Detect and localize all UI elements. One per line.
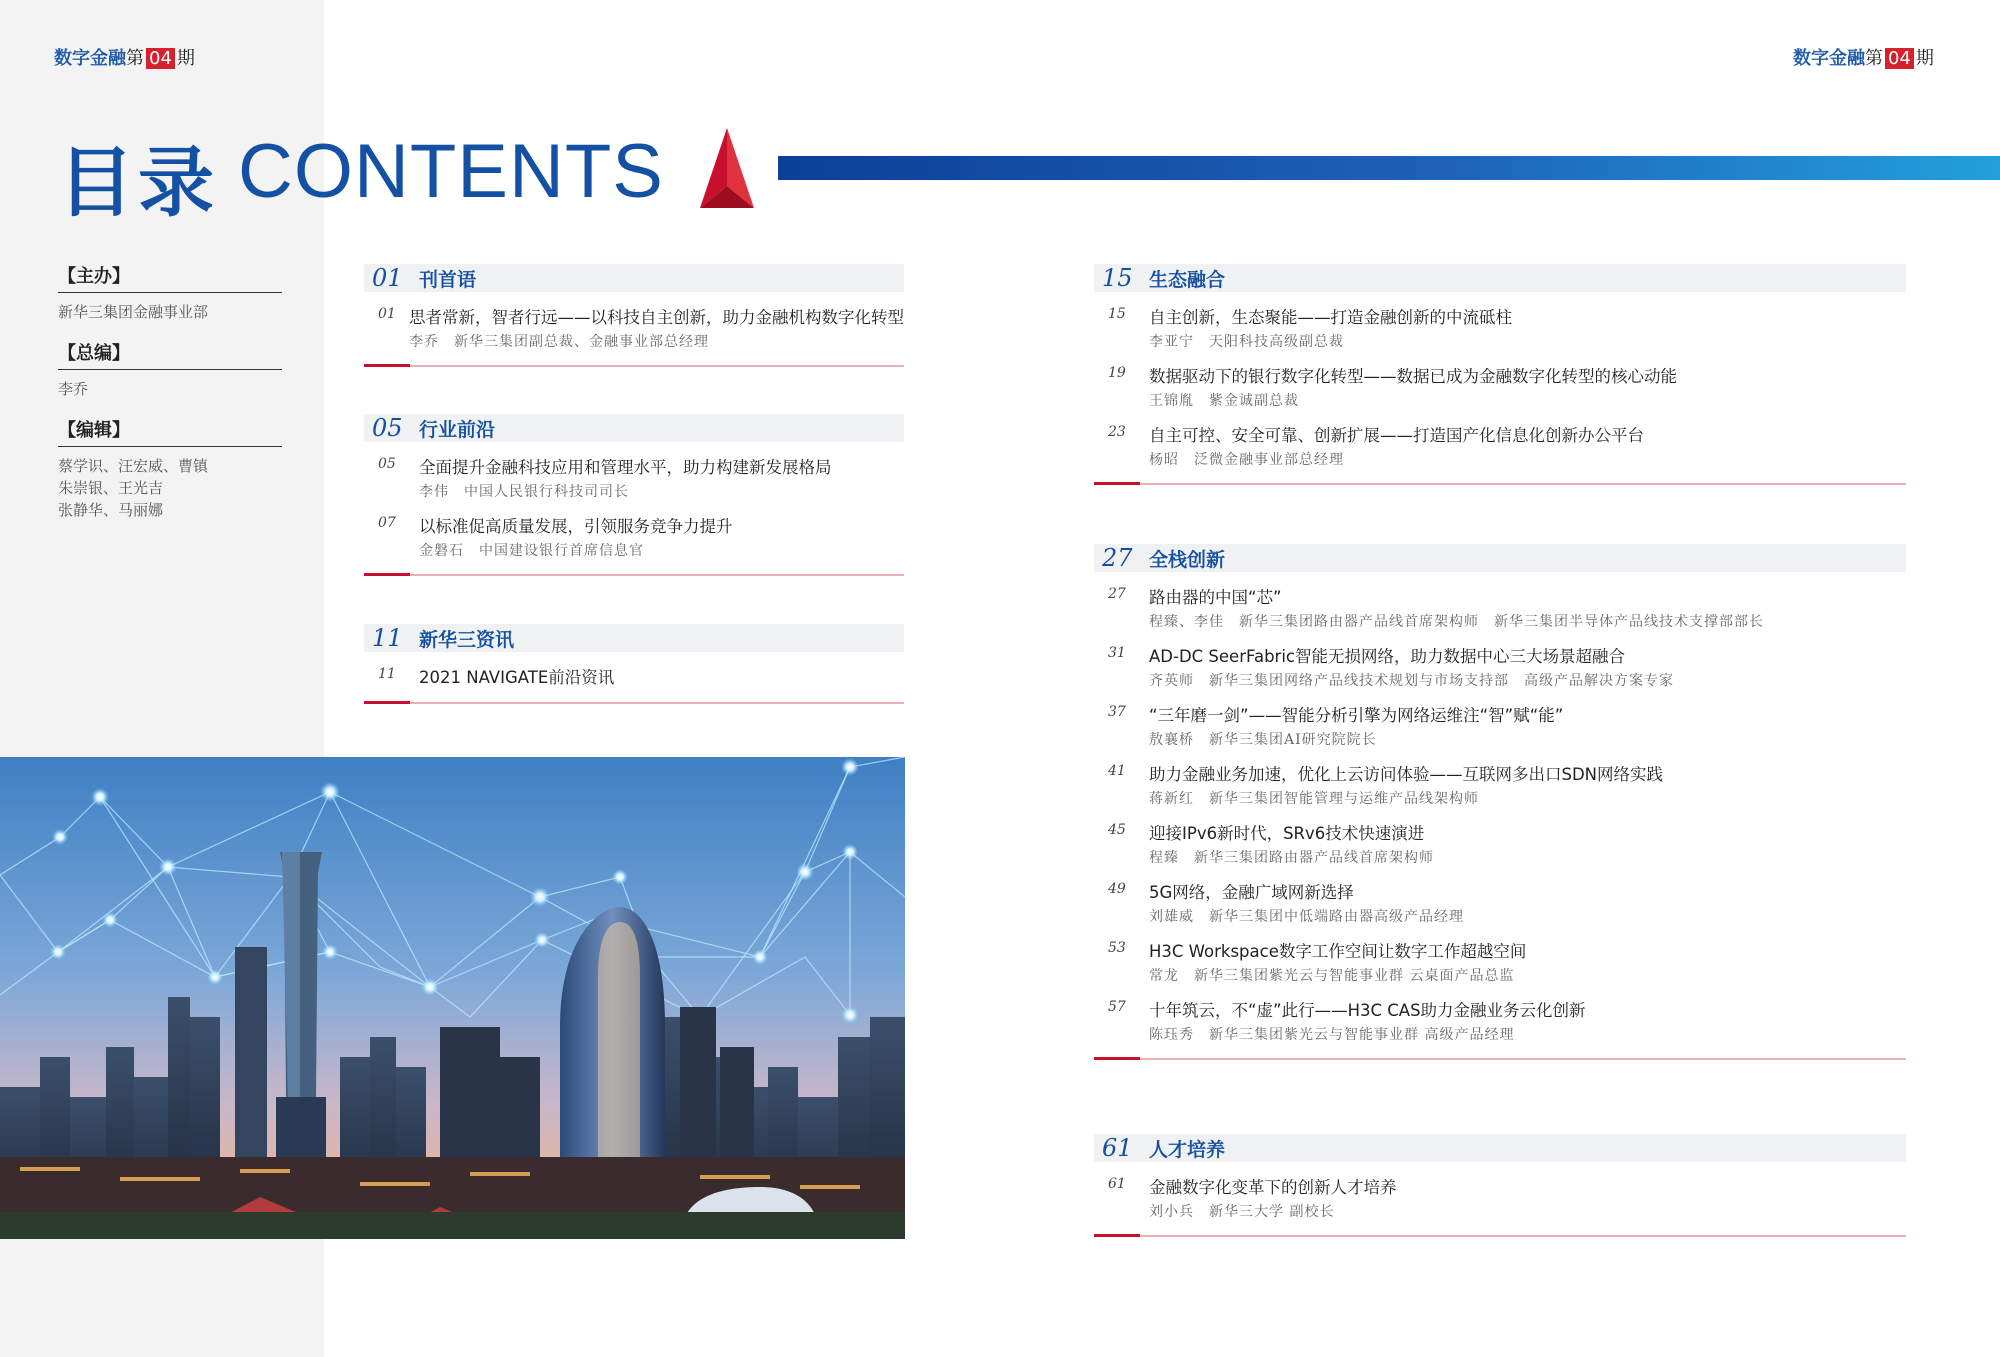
toc-section-27 — [1094, 544, 1906, 1060]
entry-author: 王锦胤 紫金诚副总裁 — [1149, 393, 1299, 409]
entry-page-number: 31 — [1108, 645, 1126, 661]
section-title: 人才培养 — [1149, 1138, 1226, 1161]
entry-author: 李亚宁 天阳科技高级副总裁 — [1149, 334, 1344, 350]
entry-author: 杨昭 泛微金融事业部总经理 — [1149, 452, 1344, 468]
section-header — [1094, 264, 1906, 292]
entry-author: 程臻 新华三集团路由器产品线首席架构师 — [1149, 850, 1434, 866]
entry-page-number: 19 — [1108, 365, 1126, 381]
entry-page-number: 49 — [1108, 881, 1126, 897]
section-title: 新华三资讯 — [419, 628, 515, 651]
toc-entry[interactable] — [364, 513, 904, 560]
entry-author: 陈珏秀 新华三集团紫光云与智能事业群 高级产品经理 — [1149, 1027, 1515, 1043]
entry-author: 金磐石 中国建设银行首席信息官 — [419, 543, 644, 559]
entry-title: 思者常新，智者行远——以科技自主创新，助力金融机构数字化转型 — [409, 308, 904, 327]
toc-entry[interactable] — [1094, 643, 1906, 690]
section-title: 全栈创新 — [1149, 548, 1226, 571]
toc-entry[interactable] — [1094, 584, 1906, 631]
issue-brand: 数字金融 — [54, 48, 126, 69]
toc-entry[interactable] — [1094, 879, 1906, 926]
entry-page-number: 37 — [1108, 704, 1126, 720]
issue-di: 第 — [126, 48, 144, 69]
entry-title: 5G网络，金融广域网新选择 — [1149, 883, 1354, 902]
section-header — [364, 414, 904, 442]
section-number: 27 — [1102, 544, 1133, 572]
entry-author: 刘雄威 新华三集团中低端路由器高级产品经理 — [1149, 909, 1464, 925]
entry-page-number: 23 — [1108, 424, 1126, 440]
issue-number: 04 — [146, 48, 175, 69]
entry-page-number: 41 — [1108, 763, 1126, 779]
entry-title: 助力金融业务加速，优化上云访问体验——互联网多出口SDN网络实践 — [1149, 765, 1664, 784]
toc-section-01 — [364, 264, 904, 367]
issue-number: 04 — [1885, 48, 1914, 69]
entry-title: 迎接IPv6新时代，SRv6技术快速演进 — [1149, 824, 1425, 843]
issue-di: 第 — [1865, 48, 1883, 69]
section-divider — [364, 574, 904, 576]
entry-title: 路由器的中国“芯” — [1149, 588, 1282, 607]
toc-entry[interactable] — [1094, 422, 1906, 469]
section-divider — [1094, 483, 1906, 485]
entry-title: 自主创新，生态聚能——打造金融创新的中流砥柱 — [1149, 308, 1512, 327]
section-header — [1094, 1134, 1906, 1162]
toc-entry[interactable] — [1094, 997, 1906, 1044]
toc-entry[interactable] — [1094, 304, 1906, 351]
entry-page-number: 27 — [1108, 586, 1126, 602]
section-divider — [1094, 1235, 1906, 1237]
entry-page-number: 05 — [378, 456, 396, 472]
section-divider — [364, 702, 904, 704]
entry-title: “三年磨一剑”——智能分析引擎为网络运维注“智”赋“能” — [1149, 706, 1564, 725]
masthead-heading-editors: 【编辑】 — [58, 416, 282, 447]
toc-entry[interactable] — [1094, 702, 1906, 749]
entry-title: 金融数字化变革下的创新人才培养 — [1149, 1178, 1397, 1197]
toc-entry[interactable] — [1094, 761, 1906, 808]
city-skyline-photo — [0, 757, 905, 1239]
entry-title: 自主可控、安全可靠、创新扩展——打造国产化信息化创新办公平台 — [1149, 426, 1644, 445]
entry-page-number: 15 — [1108, 306, 1126, 322]
section-title: 行业前沿 — [419, 418, 496, 441]
entry-title: 2021 NAVIGATE前沿资讯 — [419, 668, 615, 687]
title-gradient-bar — [778, 156, 2000, 180]
section-header — [364, 264, 904, 292]
entry-author: 程臻、李佳 新华三集团路由器产品线首席架构师 新华三集团半导体产品线技术支撑部部长 — [1149, 614, 1764, 630]
entry-title: AD-DC SeerFabric智能无损网络，助力数据中心三大场景超融合 — [1149, 647, 1625, 666]
section-number: 15 — [1102, 264, 1133, 292]
entry-page-number: 45 — [1108, 822, 1126, 838]
entry-author: 常龙 新华三集团紫光云与智能事业群 云桌面产品总监 — [1149, 968, 1515, 984]
section-header — [364, 624, 904, 652]
entry-page-number: 61 — [1108, 1176, 1126, 1192]
entry-page-number: 01 — [378, 306, 396, 322]
issue-brand: 数字金融 — [1793, 48, 1865, 69]
entry-author: 李伟 中国人民银行科技司司长 — [419, 484, 629, 500]
masthead-text-sponsor: 新华三集团金融事业部 — [58, 303, 209, 321]
toc-entry[interactable] — [364, 664, 904, 688]
entry-page-number: 11 — [378, 666, 396, 682]
masthead — [58, 262, 282, 537]
entry-author: 齐英师 新华三集团网络产品线技术规划与市场支持部 高级产品解决方案专家 — [1149, 673, 1674, 689]
section-title: 生态融合 — [1149, 268, 1226, 291]
skyline-illustration-icon — [0, 757, 905, 1239]
title-english: CONTENTS — [238, 129, 664, 214]
entry-author: 刘小兵 新华三大学 副校长 — [1149, 1204, 1335, 1220]
issue-qi: 期 — [176, 48, 195, 69]
issue-mark-left — [54, 44, 195, 70]
masthead-heading-chief-editor: 【总编】 — [58, 339, 282, 370]
arrow-logo-icon — [700, 128, 754, 208]
masthead-text-chief-editor: 李乔 — [58, 380, 89, 398]
masthead-heading-sponsor: 【主办】 — [58, 262, 282, 293]
entry-title: 十年筑云，不“虚”此行——H3C CAS助力金融业务云化创新 — [1149, 1001, 1586, 1020]
toc-entry[interactable] — [1094, 1174, 1906, 1221]
entry-page-number: 57 — [1108, 999, 1126, 1015]
toc-section-15 — [1094, 264, 1906, 485]
entry-title: 以标准促高质量发展，引领服务竞争力提升 — [419, 517, 733, 536]
entry-title: 全面提升金融科技应用和管理水平，助力构建新发展格局 — [419, 458, 832, 477]
section-divider — [364, 365, 904, 367]
toc-entry[interactable] — [1094, 938, 1906, 985]
issue-qi: 期 — [1915, 48, 1934, 69]
toc-entry[interactable] — [364, 454, 904, 501]
title-chinese: 目录 — [58, 138, 218, 227]
section-title: 刊首语 — [419, 268, 477, 291]
entry-page-number: 07 — [378, 515, 396, 531]
toc-section-61 — [1094, 1134, 1906, 1237]
toc-entry[interactable] — [364, 304, 904, 351]
section-divider — [1094, 1058, 1906, 1060]
entry-title: 数据驱动下的银行数字化转型——数据已成为金融数字化转型的核心动能 — [1149, 367, 1677, 386]
section-number: 01 — [372, 264, 403, 292]
toc-entry[interactable] — [1094, 363, 1906, 410]
toc-entry[interactable] — [1094, 820, 1906, 867]
toc-section-11 — [364, 624, 904, 704]
entry-author: 李乔 新华三集团副总裁、金融事业部总经理 — [409, 334, 709, 350]
entry-title: H3C Workspace数字工作空间让数字工作超越空间 — [1149, 942, 1527, 961]
entry-author: 敖襄桥 新华三集团AI研究院院长 — [1149, 732, 1377, 748]
section-number: 61 — [1102, 1134, 1133, 1162]
section-number: 11 — [372, 624, 403, 652]
issue-mark-right — [1793, 44, 1934, 70]
masthead-text-editors: 蔡学识、汪宏威、曹镇 朱崇银、王光吉 张静华、马丽娜 — [58, 457, 209, 519]
entry-page-number: 53 — [1108, 940, 1126, 956]
section-number: 05 — [372, 414, 403, 442]
toc-section-05 — [364, 414, 904, 576]
section-header — [1094, 544, 1906, 572]
entry-author: 蒋新红 新华三集团智能管理与运维产品线架构师 — [1149, 791, 1479, 807]
